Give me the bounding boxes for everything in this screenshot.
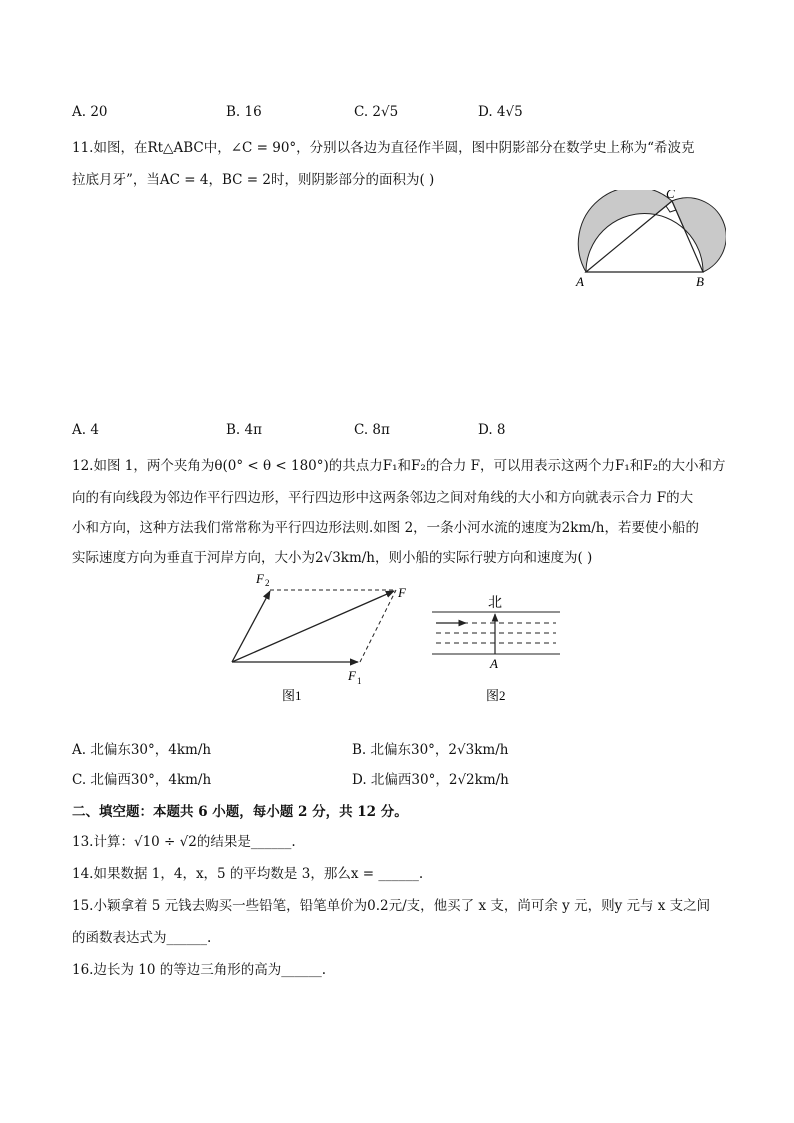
fig2-caption: 图2: [486, 688, 506, 703]
label-a: A: [576, 274, 584, 289]
f-label: F: [398, 585, 406, 600]
q12-option-c: C. 北偏西30°，4km/h: [72, 772, 212, 788]
q12-text-line2: 向的有向线段为邻边作平行四边形，平行四边形中这两条邻边之间对角线的大小和方向就表示合力 F的大: [72, 490, 694, 506]
point-a-label: A: [490, 656, 498, 671]
q11-option-b: B. 4π: [226, 422, 262, 438]
q12-text-line1: 12.如图 1，两个夹角为θ(0° < θ < 180°)的共点力F₁和F₂的合力 F，可以用表示这两个力F₁和F₂的大小和方: [72, 458, 726, 474]
q11-option-a: A. 4: [72, 422, 99, 438]
q11-lune-figure: [574, 190, 726, 292]
q16-text: 16.边长为 10 的等边三角形的高为______.: [72, 962, 327, 978]
q12-text-line4: 实际速度方向为垂直于河岸方向，大小为2√3km/h，则小船的实际行驶方向和速度为( ): [72, 550, 593, 566]
q11-option-c: C. 8π: [354, 422, 390, 438]
q10-option-c: C. 2√5: [354, 104, 399, 120]
q12-option-a: A. 北偏东30°，4km/h: [72, 742, 212, 758]
q10-option-b: B. 16: [226, 104, 262, 120]
q12-option-d: D. 北偏西30°，2√2km/h: [352, 772, 509, 788]
q10-option-d: D. 4√5: [478, 104, 523, 120]
f1-subscript: 1: [357, 676, 362, 686]
q12-text-line3: 小和方向，这种方法我们常常称为平行四边形法则.如图 2，一条小河水流的速度为2km/h，若要使小船的: [72, 520, 699, 536]
section2-heading: 二、填空题：本题共 6 小题，每小题 2 分，共 12 分。: [72, 804, 408, 820]
river-figure: [428, 590, 568, 704]
f2-label: F: [256, 571, 264, 586]
label-b: B: [696, 274, 704, 289]
label-c: C: [666, 190, 675, 201]
force-parallelogram-figure: [222, 568, 422, 704]
q13-text: 13.计算：√10 ÷ √2的结果是______.: [72, 834, 296, 850]
q11-text-line1: 11.如图，在Rt△ABC中，∠C = 90°，分别以各边为直径作半圆，图中阴影部分在数学史上称为“希波克: [72, 140, 695, 156]
f2-subscript: 2: [265, 578, 270, 588]
fig1-caption: 图1: [282, 688, 302, 703]
q12-option-b: B. 北偏东30°，2√3km/h: [352, 742, 509, 758]
north-label: 北: [488, 596, 502, 611]
q11-option-d: D. 8: [478, 422, 506, 438]
q15-text-line1: 15.小颖拿着 5 元钱去购买一些铅笔，铅笔单价为0.2元/支，他买了 x 支，尚可余 y 元，则y 元与 x 支之间: [72, 898, 711, 914]
q15-text-line2: 的函数表达式为______.: [72, 930, 212, 946]
f1-label: F: [348, 668, 356, 683]
q11-text-line2: 拉底月牙”，当AC = 4，BC = 2时，则阴影部分的面积为( ): [72, 172, 435, 188]
q10-option-a: A. 20: [72, 104, 108, 120]
q14-text: 14.如果数据 1，4，x，5 的平均数是 3，那么x = ______.: [72, 866, 424, 882]
